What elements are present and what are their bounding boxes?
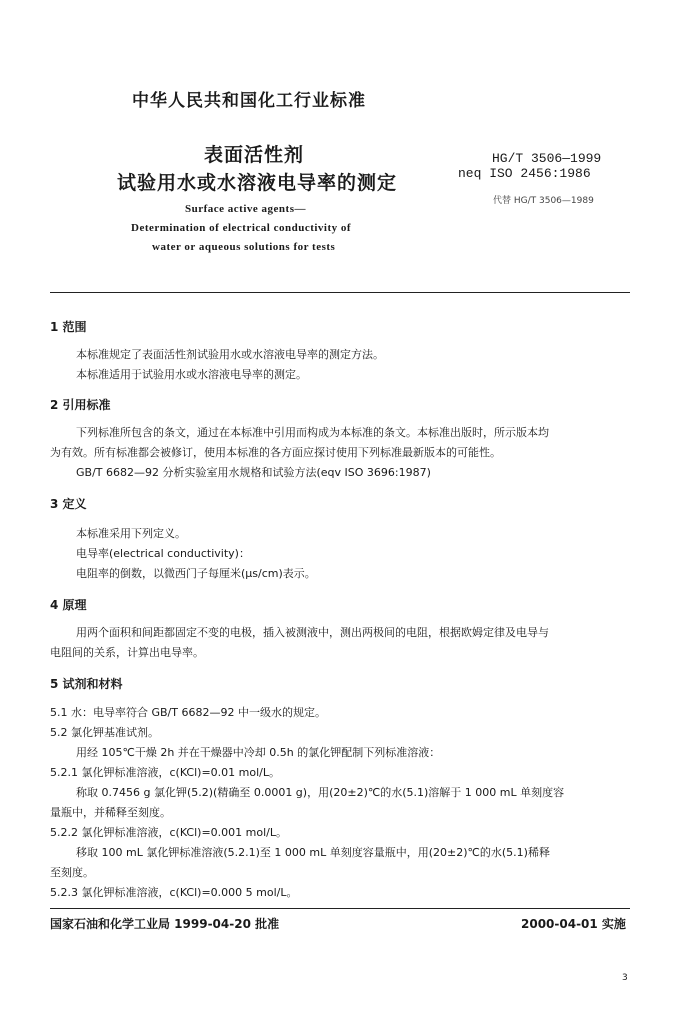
replaces-standard: 代替 HG/T 3506—1989 xyxy=(493,196,594,206)
clause-5-1: 5.1 水：电导率符合 GB/T 6682—92 中一级水的规定。 xyxy=(50,706,326,719)
clause-5-2-1-text-cont: 量瓶中，并稀释至刻度。 xyxy=(50,806,171,819)
standard-number: HG/T 3506—1999 xyxy=(492,151,602,166)
document-title-line-1: 表面活性剂 xyxy=(204,144,305,166)
section-4-line: 用两个面积和间距都固定不变的电极，插入被测液中，测出两极间的电阻，根据欧姆定律及电导与 xyxy=(76,626,549,639)
neq-reference: neq ISO 2456:1986 xyxy=(458,166,591,181)
clause-5-2-1: 5.2.1 氯化钾标准溶液，c(KCl)=0.01 mol/L。 xyxy=(50,766,281,779)
industry-standard-title: 中华人民共和国化工行业标准 xyxy=(132,91,366,111)
english-title-line-1: Surface active agents— xyxy=(185,203,306,215)
english-title-line-3: water or aqueous solutions for tests xyxy=(152,241,336,253)
implementation-date: 2000-04-01 实施 xyxy=(521,917,626,931)
section-4-line: 电阻间的关系，计算出电导率。 xyxy=(50,646,204,659)
section-1-line: 本标准规定了表面活性剂试验用水或水溶液电导率的测定方法。 xyxy=(76,348,384,361)
section-5-heading: 5 试剂和材料 xyxy=(50,677,123,691)
section-1-line: 本标准适用于试验用水或水溶液电导率的测定。 xyxy=(76,368,307,381)
header-divider xyxy=(50,292,630,293)
section-2-line: 为有效。所有标准都会被修订，使用本标准的各方面应探讨使用下列标准最新版本的可能性。 xyxy=(50,446,501,459)
clause-5-2-2: 5.2.2 氯化钾标准溶液，c(KCl)=0.001 mol/L。 xyxy=(50,826,288,839)
section-2-heading: 2 引用标准 xyxy=(50,398,111,412)
clause-5-2-text: 用经 105℃干燥 2h 并在干燥器中冷却 0.5h 的氯化钾配制下列标准溶液： xyxy=(76,746,441,759)
clause-5-2-1-text: 称取 0.7456 g 氯化钾(5.2)(精确至 0.0001 g)，用(20±2)℃的水(5.1)溶解于 1 000 mL 单刻度容 xyxy=(76,786,565,799)
section-3-line: 电导率(electrical conductivity)： xyxy=(76,547,250,560)
page-number: 3 xyxy=(622,973,628,983)
clause-5-2-3: 5.2.3 氯化钾标准溶液，c(KCl)=0.000 5 mol/L。 xyxy=(50,886,298,899)
clause-5-2-2-text: 移取 100 mL 氯化钾标准溶液(5.2.1)至 1 000 mL 单刻度容量瓶中，用(20±2)℃的水(5.1)稀释 xyxy=(76,846,550,859)
section-1-heading: 1 范围 xyxy=(50,320,87,334)
section-3-line: 本标准采用下列定义。 xyxy=(76,527,186,540)
section-3-heading: 3 定义 xyxy=(50,497,87,511)
clause-5-2-2-text-cont: 至刻度。 xyxy=(50,866,94,879)
footer-divider xyxy=(50,908,630,909)
section-2-reference: GB/T 6682—92 分析实验室用水规格和试验方法(eqv ISO 3696:1987) xyxy=(76,466,431,479)
approval-date: 国家石油和化学工业局 1999-04-20 批准 xyxy=(50,917,280,931)
document-title-line-2: 试验用水或水溶液电导率的测定 xyxy=(117,172,398,194)
section-2-line: 下列标准所包含的条文，通过在本标准中引用而构成为本标准的条文。本标准出版时，所示版本均 xyxy=(76,426,549,439)
clause-5-2: 5.2 氯化钾基准试剂。 xyxy=(50,726,159,739)
english-title-line-2: Determination of electrical conductivity of xyxy=(131,222,352,234)
section-4-heading: 4 原理 xyxy=(50,598,87,612)
section-3-line: 电阻率的倒数，以微西门子每厘米(μs/cm)表示。 xyxy=(76,567,316,580)
